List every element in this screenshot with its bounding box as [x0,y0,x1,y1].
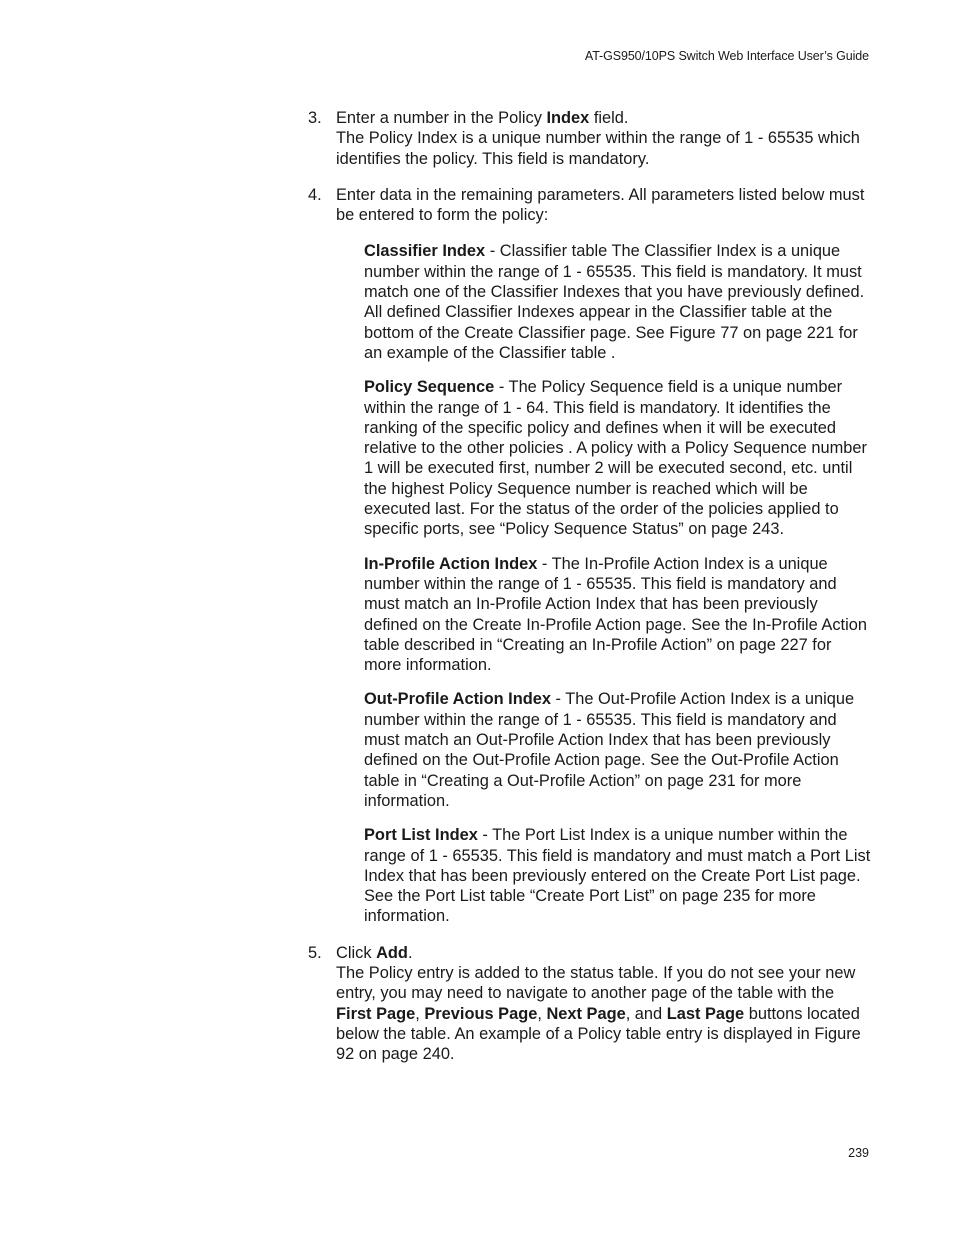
step-4 [308,185,873,927]
param-in-profile-action-index [364,554,873,676]
step-number: 3. [308,109,322,127]
param-name: Classifier Index [364,242,486,261]
button-name-previous-page: Previous Page [424,1004,538,1023]
param-description: - The Port List Index is a unique number within the range of 1 - 65535. This field is mandatory and must match a Port List Index that has been previously entered on the Create Port List page. See the Port List table “Create Port List” on page 235 for more information. [364,826,871,926]
step-number: 5. [308,943,322,962]
page-number: 239 [848,1146,869,1160]
param-name: Out-Profile Action Index [364,690,551,709]
param-name: In-Profile Action Index [364,554,538,573]
step-instruction: Enter data in the remaining parameters. All parameters listed below must be entered to form the policy: [336,185,865,225]
button-name-first-page: First Page [336,1004,416,1023]
button-name-add: Add [376,943,408,962]
param-policy-sequence [364,377,873,539]
step-3 [308,108,873,169]
param-description: - Classifier table The Classifier Index is a unique number within the range of 1 - 65535. This field is mandatory. It must match one of the Classifier Indexes that you have previously defined. All defined Classifier Indexes appear in the Classifier table at the bottom of the Create Classifier page. See Figure 77 on page 221 for an example of the Classifier table . [364,242,865,362]
param-classifier-index [364,241,873,363]
step-instruction: Click Add. [336,943,413,962]
param-description: - The In-Profile Action Index is a unique number within the range of 1 - 65535. This field is mandatory and must match an In-Profile Action Index that has been previously defined on the Create In-Profile Action page. See the In-Profile Action table described in “Creating an In-Profile Action” on page 227 for more information. [364,554,867,675]
step-5 [308,943,873,1065]
step-number: 4. [308,185,322,204]
param-out-profile-action-index [364,689,873,811]
button-name-last-page: Last Page [666,1004,745,1023]
running-header: AT-GS950/10PS Switch Web Interface User’s Guide [584,49,869,63]
param-description: - The Out-Profile Action Index is a unique number within the range of 1 - 65535. This field is mandatory and must match an Out-Profile Action Index that has been previously defined on the Out-Profile Action page. See the Out-Profile Action table in “Creating a Out-Profile Action” on page 231 for more information. [364,690,855,810]
param-description: - The Policy Sequence field is a unique number within the range of 1 - 64. This field is mandatory. It identifies the ranking of the specific policy and defines when it will be executed relative to the other policies . A policy with a Policy Sequence number 1 will be executed first, number 2 will be executed second, etc. until the highest Policy Sequence number is reached which will be executed last. For the status of the order of the policies applied to specific ports, see “Policy Sequence Status” on page 243. [364,378,867,539]
param-name: Port List Index [364,826,478,845]
field-name-index: Index [546,109,590,127]
step-description: The Policy Index is a unique number within the range of 1 - 65535 which identifies the policy. This field is mandatory. [336,129,860,168]
param-port-list-index [364,825,873,926]
param-name: Policy Sequence [364,378,495,397]
page-body [308,108,873,1080]
step-description: The Policy entry is added to the status table. If you do not see your new entry, you may need to navigate to another page of the table with the First Page, Previous Page, Next Page, and Last Page buttons located below the table. An example of a Policy table entry is displayed in Figure 92 on page 240. [336,963,861,1064]
step-instruction: Enter a number in the Policy Index field. [336,109,629,127]
button-name-next-page: Next Page [546,1004,626,1023]
